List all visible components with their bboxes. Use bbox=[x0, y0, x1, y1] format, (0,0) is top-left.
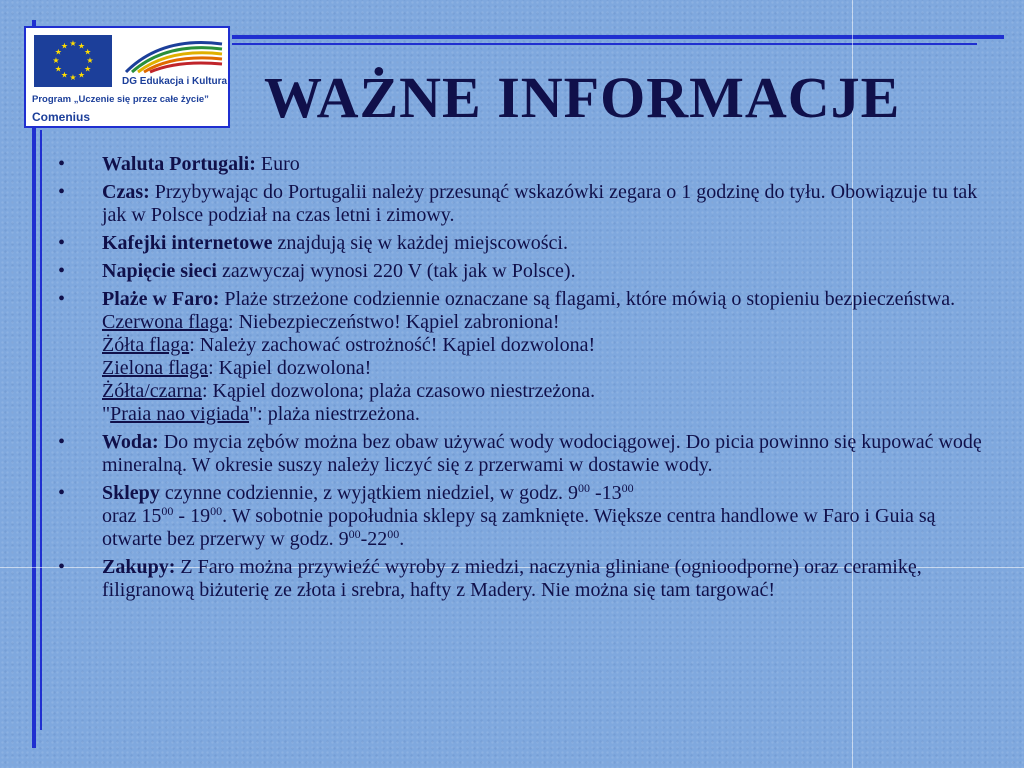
item-text: - 19 bbox=[173, 505, 211, 527]
item-term: Woda: bbox=[102, 431, 159, 453]
bullet-icon: • bbox=[58, 153, 66, 175]
superscript: 00 bbox=[348, 527, 361, 541]
item-text: znajdują się w każdej miejscowości. bbox=[272, 232, 568, 254]
list-item-woda bbox=[58, 431, 998, 477]
flag-text: : Niebezpieczeństwo! Kąpiel zabroniona! bbox=[228, 311, 560, 333]
flag-line-yellow bbox=[102, 334, 998, 357]
svg-text:★: ★ bbox=[69, 73, 77, 82]
svg-text:★: ★ bbox=[54, 64, 62, 74]
item-text: zazwyczaj wynosi 220 V (tak jak w Polsce). bbox=[216, 260, 576, 282]
list-item-napiecie bbox=[58, 260, 998, 283]
flag-text: : Kąpiel dozwolona! bbox=[208, 357, 372, 379]
item-text: oraz 15 bbox=[102, 505, 162, 527]
decorative-horizontal-line bbox=[232, 35, 1004, 39]
bullet-icon: • bbox=[58, 482, 66, 504]
flag-line-green bbox=[102, 357, 998, 380]
eu-flag-icon bbox=[34, 35, 112, 87]
logo-dg-text: DG Edukacja i Kultura bbox=[122, 76, 228, 87]
flag-name: Praia nao vigiada bbox=[110, 403, 250, 425]
program-logo bbox=[24, 26, 230, 128]
item-text: Euro bbox=[255, 153, 300, 175]
flag-line-yellow-black bbox=[102, 380, 998, 403]
svg-text:★: ★ bbox=[84, 64, 92, 74]
item-text: Plaże strzeżone codziennie oznaczane są flagami, które mówią o stopieniu bezpieczeństwa. bbox=[219, 288, 956, 310]
item-term: Czas: bbox=[102, 181, 150, 203]
item-text: -22 bbox=[360, 528, 388, 550]
list-item-sklepy bbox=[58, 482, 998, 551]
list-item-waluta bbox=[58, 153, 998, 176]
flag-name: Żółta/czarna bbox=[102, 380, 202, 402]
list-item-plaze bbox=[58, 288, 998, 426]
svg-text:★: ★ bbox=[69, 39, 77, 48]
item-term: Zakupy: bbox=[102, 556, 176, 578]
svg-text:★: ★ bbox=[54, 47, 62, 57]
item-text: . W sobotnie popołudnia sklepy są zamknięte. Większe centra handlowe w Faro i Guia są otwarte bez przerwy w godz. 9 bbox=[102, 505, 936, 550]
superscript: 00 bbox=[578, 481, 590, 495]
list-item-czas bbox=[58, 181, 998, 227]
logo-comenius-text: Comenius bbox=[32, 110, 91, 124]
decorative-horizontal-line-thin bbox=[232, 43, 977, 45]
decorative-vertical-line bbox=[32, 20, 36, 748]
page-title: WAŻNE INFORMACJE bbox=[264, 65, 901, 130]
item-text: Z Faro można przywieźć wyroby z miedzi, naczynia gliniane (ognioodporne) oraz ceramikę, filigranową biżuterię ze złota i srebra, hafty z Madery. Nie można się tam targować! bbox=[102, 556, 922, 601]
item-term: Sklepy bbox=[102, 482, 160, 504]
flag-text: ": plaża niestrzeżona. bbox=[249, 403, 420, 425]
flag-text: : Kąpiel dozwolona; plaża czasowo niestrzeżona. bbox=[201, 380, 596, 402]
svg-text:★: ★ bbox=[52, 56, 60, 65]
svg-text:★: ★ bbox=[84, 47, 92, 57]
svg-text:★: ★ bbox=[60, 70, 69, 80]
flag-line-red bbox=[102, 311, 998, 334]
bullet-icon: • bbox=[58, 181, 66, 203]
bullet-icon: • bbox=[58, 232, 66, 254]
rainbow-arc-icon bbox=[122, 34, 226, 74]
decorative-vertical-line-thin bbox=[40, 130, 42, 730]
svg-text:★: ★ bbox=[77, 41, 86, 51]
item-text: . bbox=[399, 528, 405, 550]
svg-text:★: ★ bbox=[86, 56, 94, 65]
bullet-icon: • bbox=[58, 260, 66, 282]
logo-program-text: Program „Uczenie się przez całe życie” bbox=[32, 94, 209, 105]
flag-name: Żółta flaga bbox=[102, 334, 190, 356]
superscript: 00 bbox=[161, 504, 174, 518]
item-term: Kafejki internetowe bbox=[102, 232, 273, 254]
superscript: 00 bbox=[387, 527, 400, 541]
svg-text:★: ★ bbox=[60, 41, 69, 51]
superscript: 00 bbox=[210, 504, 223, 518]
information-list bbox=[58, 153, 998, 607]
superscript: 00 bbox=[621, 481, 634, 495]
item-text: Przybywając do Portugalii należy przesunąć wskazówki zegara o 1 godzinę do tyłu. Obowiązuje tu tak jak w Polsce podział na czas letni i zimowy. bbox=[102, 181, 978, 226]
item-text: Do mycia zębów można bez obaw używać wody wodociągowej. Do picia powinno się kupować wodę mineralną. W okresie suszy należy liczyć się z przerwami w dostawie wody. bbox=[102, 431, 982, 476]
item-term: Plaże w Faro: bbox=[102, 288, 220, 310]
bullet-icon: • bbox=[58, 431, 66, 453]
svg-text:★: ★ bbox=[77, 70, 86, 80]
list-item-zakupy bbox=[58, 556, 998, 602]
quote-mark: " bbox=[102, 403, 111, 425]
flag-name: Zielona flaga bbox=[102, 357, 209, 379]
item-text: -13 bbox=[590, 482, 622, 504]
flag-line-unguarded bbox=[102, 403, 998, 426]
flag-name: Czerwona flaga bbox=[102, 311, 229, 333]
item-term: Waluta Portugali: bbox=[102, 153, 256, 175]
list-item-kafejki bbox=[58, 232, 998, 255]
flag-text: : Należy zachować ostrożność! Kąpiel dozwolona! bbox=[189, 334, 596, 356]
item-term: Napięcie sieci bbox=[102, 260, 217, 282]
bullet-icon: • bbox=[58, 556, 66, 578]
item-text: czynne codziennie, z wyjątkiem niedziel, w godz. 9 bbox=[159, 482, 578, 504]
bullet-icon: • bbox=[58, 288, 66, 310]
